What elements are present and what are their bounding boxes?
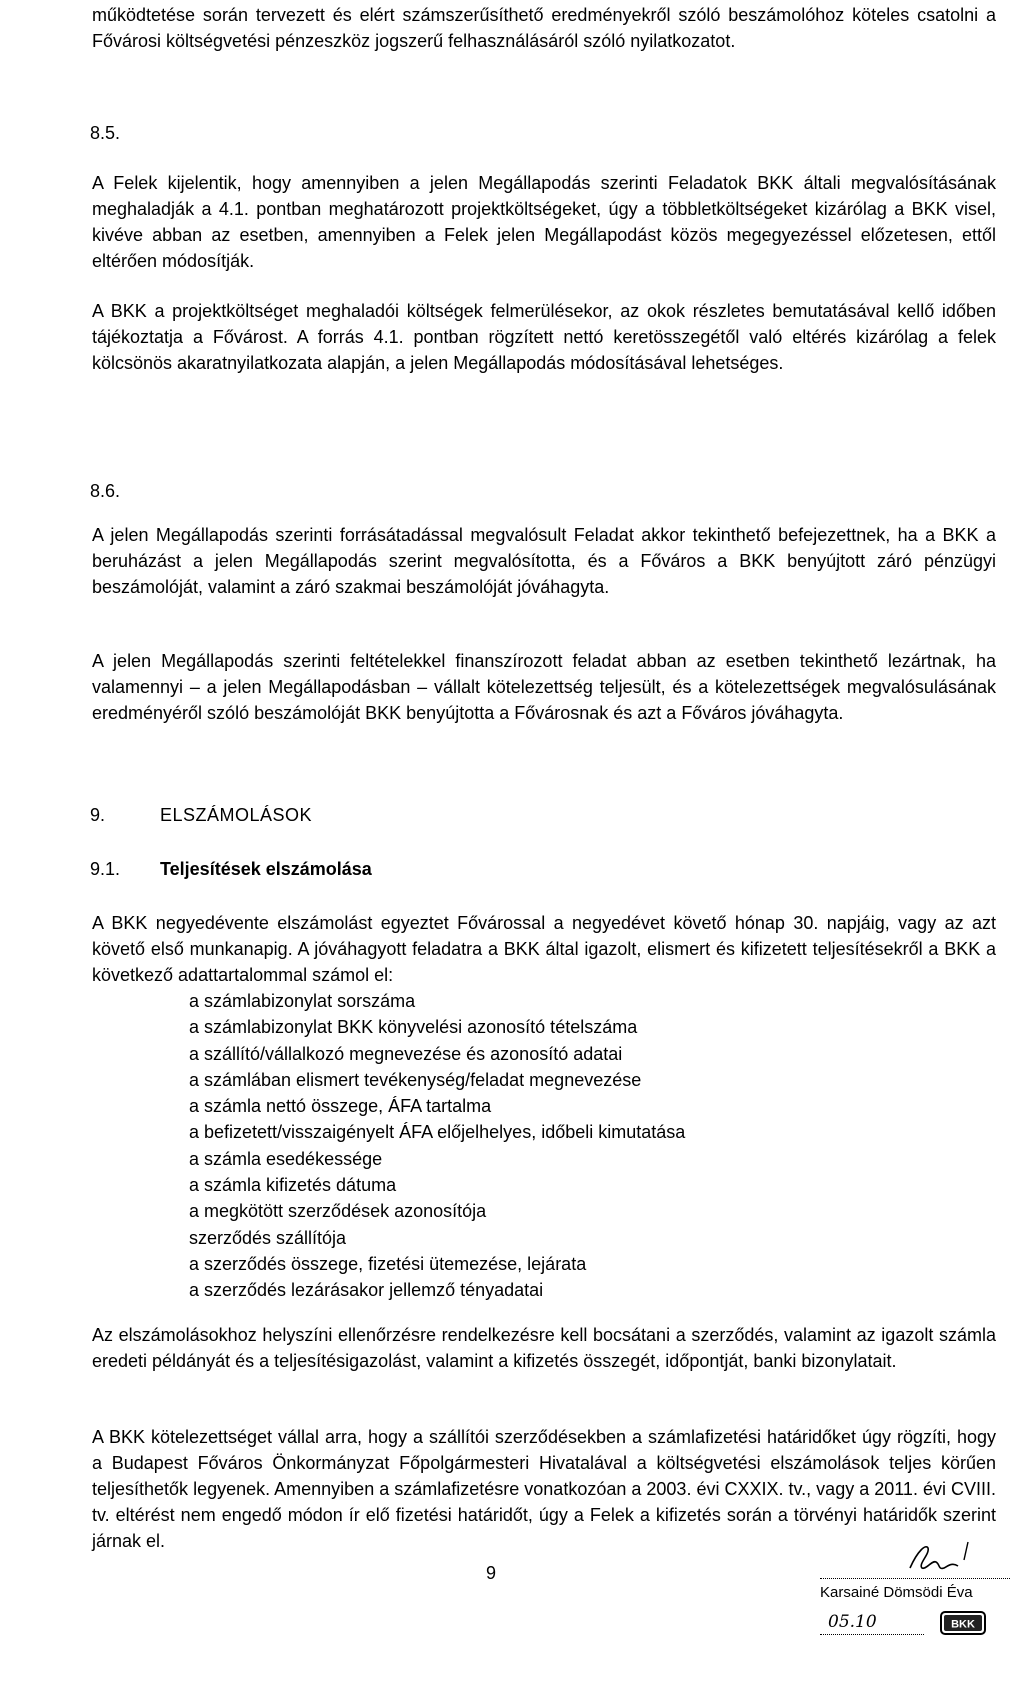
list-item: a befizetett/visszaigényelt ÁFA előjelhelyes, időbeli kimutatása — [189, 1122, 686, 1143]
signer-name: Karsainé Dömsödi Éva — [820, 1584, 973, 1601]
section-9-1-paragraph-3: A BKK kötelezettséget vállal arra, hogy a szállítói szerződésekben a számlafizetési határidőket úgy rögzíti, hogy a Budapest Főváros Önkormányzat Főpolgármesteri Hivatalával a költségvetési elszámolások teljes körűen teljesíthetők legyenek. Amennyiben a számlafizetésre vonatkozóan a 2003. évi CXXIX. tv., vagy a 2011. évi CVIII. tv. eltérést nem engedő módon ír elő fizetési határidőt, úgy a Felek a kifizetés során a törvényi határidők szerint járnak el. — [92, 1427, 996, 1551]
section-9-title: ELSZÁMOLÁSOK — [160, 805, 313, 825]
list-item: a szerződés összege, fizetési ütemezése, lejárata — [189, 1253, 587, 1274]
section-9-1-number: 9.1. — [90, 859, 121, 879]
intro-text: működtetése során tervezett és elért számszerűsíthető eredményekről szóló beszámolóhoz köteles csatolni a Fővárosi költségvetési pénzeszköz jogszerű felhasználásáról szóló nyilatkozatot. — [92, 5, 996, 51]
list-item: a számla esedékessége — [189, 1148, 383, 1169]
intro-paragraph — [92, 2, 996, 54]
section-8-5-body — [92, 170, 996, 274]
list-item: szerződés szállítója — [189, 1227, 347, 1248]
section-8-5-paragraph-1: A Felek kijelentik, hogy amennyiben a jelen Megállapodás szerinti Feladatok BKK általi megvalósításának meghaladják a 4.1. pontban meghatározott projektköltségeket, úgy a többletköltségeket kizárólag a BKK visel, kivéve abban az esetben, amennyiben a Felek jelen Megállapodást közös megegyezéssel előzetesen, ettől eltérően módosítják. — [92, 173, 996, 271]
section-8-6-body — [92, 522, 996, 600]
data-content-list — [189, 988, 685, 1304]
section-9-1-body-2 — [92, 1322, 996, 1374]
section-9-1-title: Teljesítések elszámolása — [160, 859, 372, 879]
list-item: a számla kifizetés dátuma — [189, 1175, 397, 1196]
section-8-6-paragraph-2: A jelen Megállapodás szerinti feltételekkel finanszírozott feladat abban az esetben tekinthető lezártnak, ha valamennyi – a jelen Megállapodásban – vállalt kötelezettség teljesült, és a kötelezettségek megvalósulásának eredményéről szóló beszámolóját BKK benyújtotta a Fővárosnak és azt a Főváros jóváhagyta. — [92, 651, 996, 723]
section-9-1-paragraph-2: Az elszámolásokhoz helyszíni ellenőrzésre rendelkezésre kell bocsátani a szerződés, valamint az igazolt számla eredeti példányát és a teljesítésigazolást, valamint a kifizetés összegét, időpontját, banki bizonylatait. — [92, 1325, 996, 1371]
handwritten-signature — [818, 1530, 1018, 1580]
section-8-6-body-2 — [92, 648, 996, 726]
signature-block — [818, 1530, 1018, 1680]
list-item: a szállító/vállalkozó megnevezése és azonosító adatai — [189, 1043, 623, 1064]
section-8-5-paragraph-2: A BKK a projektköltséget meghaladói költségek felmerülésekor, az okok részletes bemutatásával kellő időben tájékoztatja a Fővárost. A forrás 4.1. pontban rögzített nettó keretösszegétől való eltérés kizárólag a felek kölcsönös akaratnyilatkozata alapján, a jelen Megállapodás módosításával lehetséges. — [92, 301, 996, 373]
bkk-stamp-icon — [940, 1610, 986, 1636]
date-line — [820, 1634, 924, 1635]
section-8-6-paragraph-1: A jelen Megállapodás szerinti forrásátadással megvalósult Feladat akkor tekinthető befejezettnek, ha a BKK a beruházást a jelen Megállapodás szerint megvalósította, és a Főváros a BKK benyújtott záró pénzügyi beszámolóját, valamint a záró szakmai beszámolóját jóváhagyta. — [92, 525, 996, 597]
handwritten-date: 05.10 — [828, 1612, 877, 1632]
section-9-1-paragraph-1: A BKK negyedévente elszámolást egyeztet Fővárossal a negyedévet követő hónap 30. napjáig, vagy az azt követő első munkanapig. A jóváhagyott feladatra a BKK által igazolt, elismert és kifizetett teljesítésekről a BKK a következő adattartalommal számol el: — [92, 913, 996, 985]
section-8-6-number: 8.6. — [90, 481, 121, 501]
page-number: 9 — [486, 1563, 497, 1583]
section-9-1-intro — [92, 910, 996, 988]
section-8-5-number: 8.5. — [90, 123, 121, 143]
section-9-number: 9. — [90, 805, 106, 825]
stamp-text: BKK — [951, 1618, 975, 1631]
list-item: a számlabizonylat BKK könyvelési azonosító tételszáma — [189, 1017, 638, 1038]
signature-line — [820, 1578, 1010, 1579]
section-8-5-body-2 — [92, 298, 996, 376]
list-item: a szerződés lezárásakor jellemző tényadatai — [189, 1280, 544, 1301]
list-item: a számlabizonylat sorszáma — [189, 991, 416, 1011]
list-item: a számlában elismert tevékenység/feladat megnevezése — [189, 1069, 642, 1090]
list-item: a megkötött szerződések azonosítója — [189, 1201, 487, 1222]
list-item: a számla nettó összege, ÁFA tartalma — [189, 1096, 492, 1117]
